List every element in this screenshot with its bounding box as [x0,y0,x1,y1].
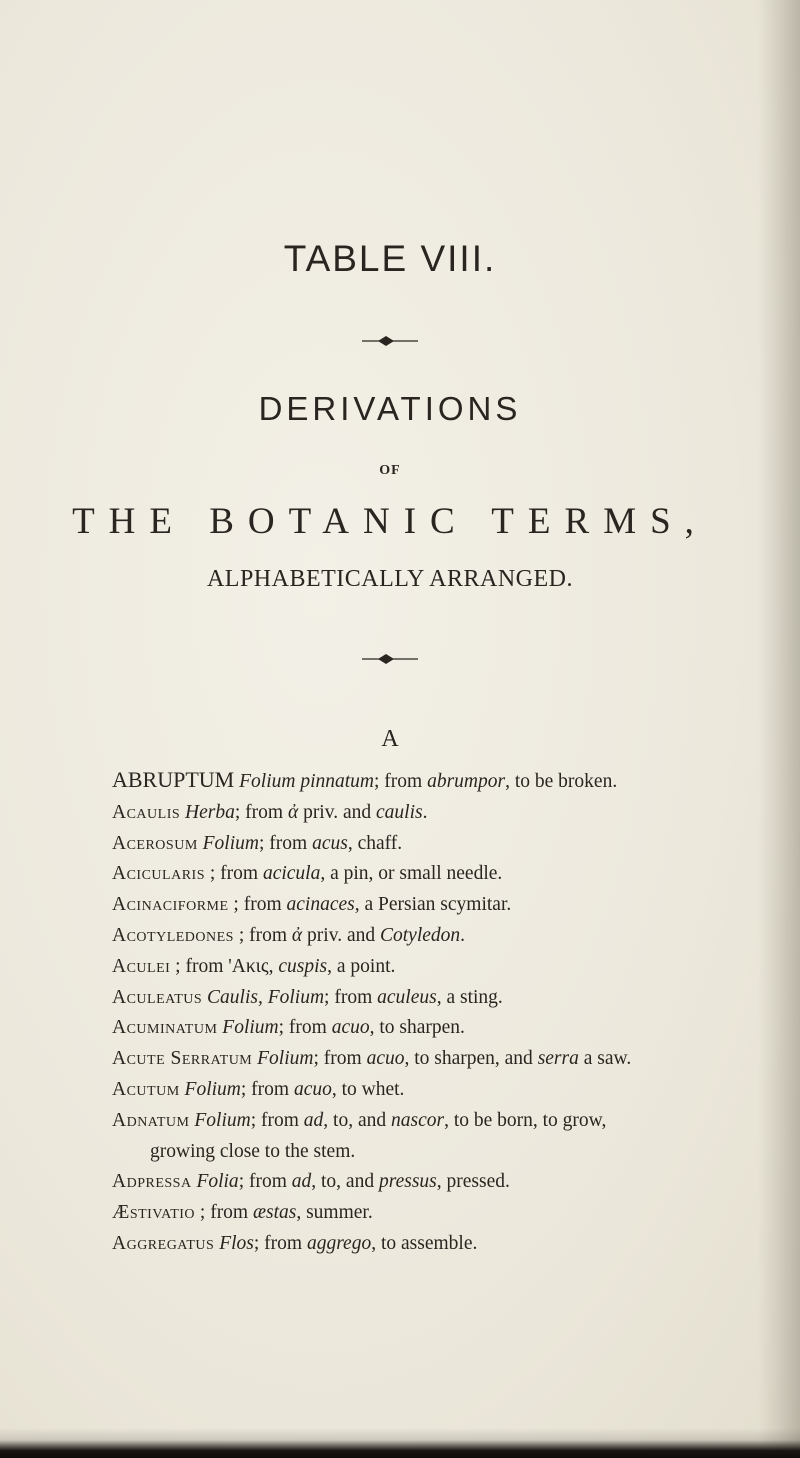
entry-latin-word: ad [291,1171,312,1193]
entry-latin-word: Caulis, Folium [207,986,325,1008]
entry-latin-word: acuo [366,1048,405,1070]
entry-latin-word: Folium [222,1017,279,1039]
entry-term: Acutum [112,1078,180,1100]
entry-text: ; from [374,771,428,792]
entry-term: Acotyledones [112,924,234,946]
entry-latin-word: ad [303,1109,324,1131]
list-item-continuation [112,1137,800,1168]
entry-text: , to be born, to grow, [444,1109,607,1131]
entry-text: , pressed. [436,1171,510,1193]
entry-term: Acaulis [112,801,181,823]
list-item [112,1106,800,1137]
entry-text: ; from [238,924,292,946]
entry-text: ; from [278,1017,332,1039]
entry-text: . [460,924,466,946]
entry-text: , to, and [311,1171,379,1193]
entry-text: ; from 'Ακις, [175,955,279,977]
page-title: DERIVATIONS [258,390,522,427]
section-letter: A [381,726,399,752]
title-connector: OF [379,463,401,478]
entry-text: , a point. [327,955,396,977]
entry-latin-word: Folium [194,1109,251,1131]
entry-text: . [422,801,428,823]
list-item [112,890,800,921]
entry-text: ; from [313,1048,367,1070]
table-heading: TABLE VIII. [283,238,497,279]
entry-text: ; from [253,1232,307,1254]
entry-text: , to be broken. [505,771,618,792]
entry-latin-word: acuo [331,1017,370,1039]
entry-latin-word: ἀ [287,801,299,823]
list-item [112,1167,800,1198]
entry-term: Adnatum [112,1109,190,1131]
entry-term: ABRUPTUM [112,767,235,792]
entry-term: Aculei [112,955,171,977]
entry-text: ; from [238,1171,292,1193]
ornament-divider-top [360,334,420,348]
list-item [112,765,800,798]
entry-latin-word: Folium [257,1048,314,1070]
entry-term: Acuminatum [112,1017,218,1039]
entry-text: , chaff. [347,832,403,854]
entry-latin-word: cuspis [278,955,328,977]
page-subtitle: THE BOTANIC TERMS, [72,501,708,542]
entry-latin-word: Herba [185,801,235,823]
entry-term: Æstivatio [112,1202,196,1224]
entry-latin-word: acus [312,832,348,854]
ornament-divider-bottom [360,652,420,666]
list-item [112,952,800,983]
entry-text: , a sting. [436,986,503,1008]
entry-text: , summer. [296,1202,373,1224]
entry-latin-word: aculeus [377,986,437,1008]
entry-latin-word: ἀ [291,924,303,946]
entry-latin-word: acinaces [286,894,355,916]
entry-list [112,765,800,1260]
entry-text: ; from [199,1202,253,1224]
entry-latin-word: Flos [219,1232,254,1254]
entry-latin-word: nascor [390,1109,445,1131]
entry-latin-word: caulis [376,801,423,823]
entry-latin-word: Folium [202,832,259,854]
entry-text: ; from [234,801,288,823]
entry-latin-word: abrumpor [427,771,506,792]
entry-term: Acute Serratum [112,1048,253,1070]
entry-term: Acicularis [112,863,205,885]
entry-text: priv. and [302,924,380,946]
entry-text: ; from [209,863,263,885]
entry-text: growing close to the stem. [150,1140,356,1162]
arrangement-note: ALPHABETICALLY ARRANGED. [206,566,574,592]
list-item [112,1044,800,1075]
entry-latin-word: acicula [262,863,321,885]
entry-text: ; from [240,1078,294,1100]
entry-text: , to sharpen. [369,1017,465,1039]
entry-text: a saw. [578,1048,632,1070]
entry-text: , a pin, or small needle. [320,863,503,885]
list-item [112,1229,800,1260]
entry-latin-word: serra [537,1048,579,1070]
entry-term: Acerosum [112,832,198,854]
entry-latin-word: æstas [252,1202,297,1224]
entry-latin-word: acuo [293,1078,332,1100]
entry-text: priv. and [298,801,376,823]
entry-text: ; from [258,832,313,854]
entry-text: , to whet. [331,1078,405,1100]
entry-text: , a Persian scymitar. [354,894,512,916]
list-item [112,798,800,829]
entry-latin-word: Folium pinnatum [239,771,374,792]
entry-text: ; from [250,1109,304,1131]
entry-latin-word: aggrego [306,1232,372,1254]
entry-term: Adpressa [112,1171,192,1193]
list-item [112,829,800,860]
entry-term: Aculeatus [112,986,203,1008]
entry-text: ; from [233,894,287,916]
entry-text: , to sharpen, and [404,1048,538,1070]
entry-text: ; from [324,986,378,1008]
page-bottom-edge [0,1428,800,1458]
list-item [112,921,800,952]
entry-latin-word: Cotyledon [379,924,461,946]
entry-latin-word: Folium [184,1078,241,1100]
list-item [112,859,800,890]
entry-term: Acinaciforme [112,894,229,916]
entry-latin-word: pressus [378,1171,437,1193]
list-item [112,983,800,1014]
list-item [112,1198,800,1229]
entry-latin-word: Folia [196,1171,239,1193]
entry-text: , to, and [323,1109,391,1131]
entry-text: , to assemble. [371,1232,478,1254]
list-item [112,1075,800,1106]
entry-term: Aggregatus [112,1232,215,1254]
list-item [112,1013,800,1044]
